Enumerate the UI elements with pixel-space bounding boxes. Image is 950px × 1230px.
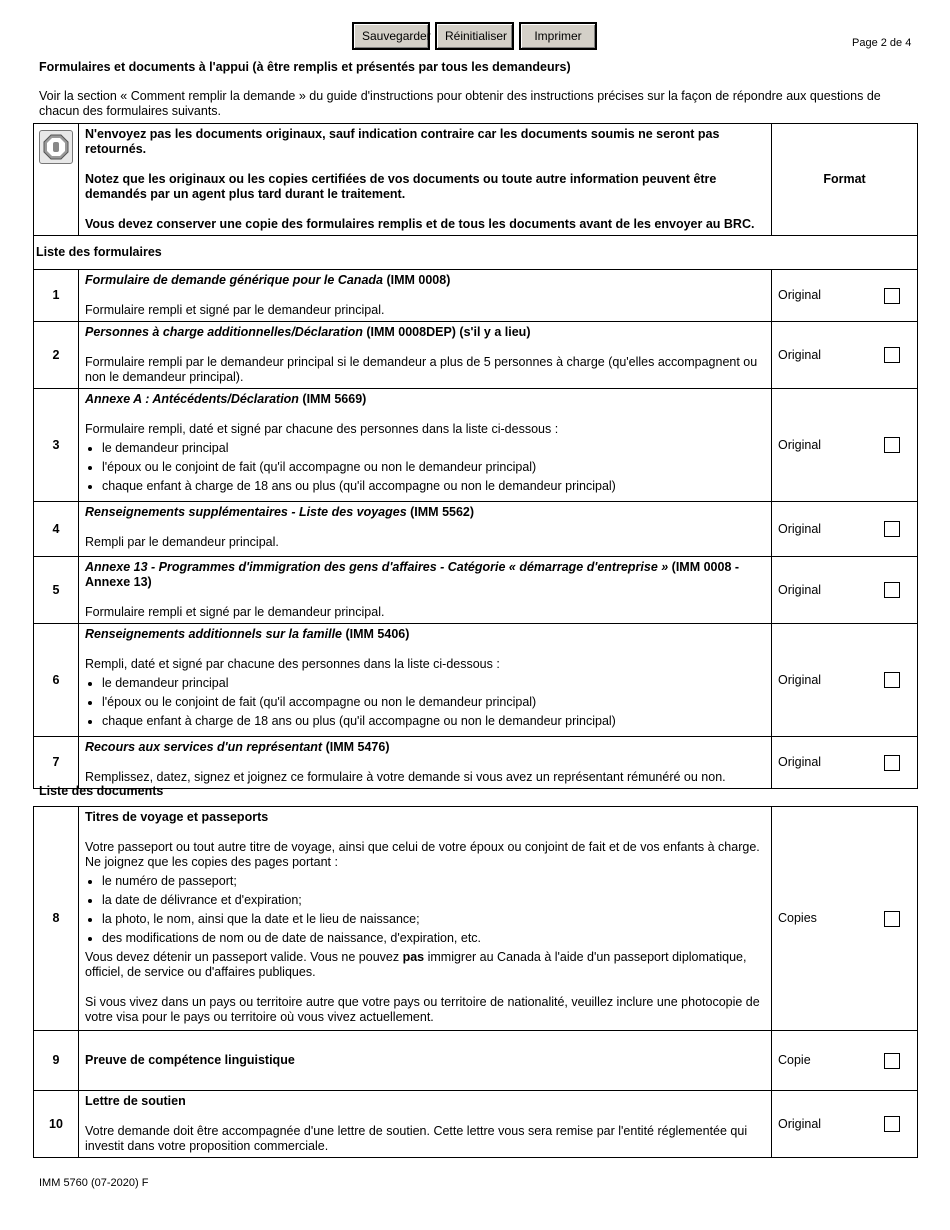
list-item: • la date de délivrance et d'expiration; <box>102 893 765 908</box>
row-number: 6 <box>34 624 79 737</box>
list-item: • l'époux ou le conjoint de fait (qu'il accompagne ou non le demandeur principal) <box>102 695 765 710</box>
notice-originals: N'envoyez pas les documents originaux, sauf indication contraire car les documents soumis ne seront pas retournés. <box>85 127 720 156</box>
form-description: Formulaire rempli, daté et signé par chacune des personnes dans la liste ci-dessous : <box>85 422 559 436</box>
doc-description: Votre passeport ou tout autre titre de voyage, ainsi que celui de votre époux ou conjoint de fait et de vos enfants à charge. Ne joignez que les copies des pages portant : <box>85 840 760 869</box>
checkbox-form-4[interactable] <box>884 521 900 537</box>
toolbar <box>352 22 597 50</box>
warning-icon <box>39 130 73 164</box>
list-item: • le numéro de passeport; <box>102 874 765 889</box>
table-row <box>34 557 918 624</box>
documents-table <box>33 806 918 1158</box>
form-code: (IMM 5476) <box>322 740 390 754</box>
row-number: 4 <box>34 502 79 557</box>
checkbox-form-1[interactable] <box>884 288 900 304</box>
list-item: • la photo, le nom, ainsi que la date et le lieu de naissance; <box>102 912 765 927</box>
doc-title: Lettre de soutien <box>85 1094 186 1108</box>
form-code: (IMM 5669) <box>298 392 367 406</box>
notice-keep-copy: Vous devez conserver une copie des formulaires remplis et de tous les documents avant de les envoyer au BRC. <box>85 217 755 231</box>
table-row <box>34 270 918 322</box>
form-code: (IMM 0008DEP) (s'il y a lieu) <box>362 325 531 339</box>
page-number: Page 2 de 4 <box>852 37 912 49</box>
table-row <box>34 737 918 789</box>
doc-description: Votre demande doit être accompagnée d'une lettre de soutien. Cette lettre vous sera remise par l'entité réglementée qui investit dans votre proposition commerciale. <box>85 1124 748 1153</box>
form-code-footer: IMM 5760 (07-2020) F <box>39 1177 149 1189</box>
table-row <box>34 1031 918 1091</box>
doc-title: Titres de voyage et passeports <box>85 810 269 824</box>
format-value: Original <box>772 322 868 389</box>
form-code: (IMM 0008) <box>383 273 451 287</box>
table-row <box>34 1091 918 1158</box>
list-item: • le demandeur principal <box>102 676 765 691</box>
form-description: Formulaire rempli par le demandeur principal si le demandeur a plus de 5 personnes à charge (qu'elles accompagnent ou non le demandeur principal). <box>85 355 758 384</box>
row-number: 2 <box>34 322 79 389</box>
notice-row <box>34 124 918 236</box>
checkbox-doc-8[interactable] <box>884 911 900 927</box>
passport-validity-text: Vous devez détenir un passeport valide. Vous ne pouvez pas immigrer au Canada à l'aide d'un passeport diplomatique, officiel, de service ou d'affaires publiques. <box>85 950 747 979</box>
form-code: (IMM 5406) <box>342 627 410 641</box>
checkbox-doc-9[interactable] <box>884 1053 900 1069</box>
form-title: Personnes à charge additionnelles/Déclaration <box>85 325 363 339</box>
form-title: Recours aux services d'un représentant <box>85 740 323 754</box>
reset-button[interactable]: Réinitialiser <box>435 22 514 50</box>
list-item: • chaque enfant à charge de 18 ans ou plus (qu'il accompagne ou non le demandeur principal) <box>102 714 765 729</box>
form-title: Annexe 13 - Programmes d'immigration des gens d'affaires - Catégorie « démarrage d'entreprise » <box>85 560 669 574</box>
format-value: Original <box>772 624 868 737</box>
row-number: 8 <box>34 807 79 1031</box>
list-item: • le demandeur principal <box>102 441 765 456</box>
table-row <box>34 389 918 502</box>
list-item: • chaque enfant à charge de 18 ans ou plus (qu'il accompagne ou non le demandeur principal) <box>102 479 765 494</box>
table-row <box>34 322 918 389</box>
row-number: 1 <box>34 270 79 322</box>
row-number: 9 <box>34 1031 79 1091</box>
form-title: Annexe A : Antécédents/Déclaration <box>85 392 299 406</box>
visa-copy-text: Si vous vivez dans un pays ou territoire autre que votre pays ou territoire de nationalité, veuillez inclure une photocopie de votre visa pour le pays ou territoire où vous vivez actuellement. <box>85 995 760 1024</box>
row-number: 10 <box>34 1091 79 1158</box>
format-header: Format <box>772 124 918 236</box>
doc-title: Preuve de compétence linguistique <box>79 1031 772 1091</box>
format-value: Original <box>772 557 868 624</box>
row-number: 7 <box>34 737 79 789</box>
print-button[interactable]: Imprimer <box>519 22 597 50</box>
form-description: Rempli par le demandeur principal. <box>85 535 279 549</box>
checkbox-form-7[interactable] <box>884 755 900 771</box>
format-value: Copie <box>772 1031 868 1091</box>
checkbox-form-3[interactable] <box>884 437 900 453</box>
notice-certified: Notez que les originaux ou les copies certifiées de vos documents ou toute autre information peuvent être demandés par un agent plus tard durant le traitement. <box>85 172 717 201</box>
format-value: Original <box>772 389 868 502</box>
row-number: 5 <box>34 557 79 624</box>
form-description: Formulaire rempli et signé par le demandeur principal. <box>85 605 385 619</box>
format-value: Original <box>772 502 868 557</box>
list-item: • l'époux ou le conjoint de fait (qu'il accompagne ou non le demandeur principal) <box>102 460 765 475</box>
form-title: Renseignements additionnels sur la famille <box>85 627 343 641</box>
checkbox-form-5[interactable] <box>884 582 900 598</box>
form-title: Renseignements supplémentaires - Liste des voyages <box>85 505 407 519</box>
form-description: Remplissez, datez, signez et joignez ce formulaire à votre demande si vous avez un représentant rémunéré ou non. <box>85 770 726 784</box>
form-code: (IMM 0008 - Annexe 13) <box>85 560 740 589</box>
checkbox-form-2[interactable] <box>884 347 900 363</box>
table-row <box>34 624 918 737</box>
save-button[interactable]: Sauvegarder <box>352 22 430 50</box>
forms-table <box>33 123 918 789</box>
form-title: Formulaire de demande générique pour le Canada <box>85 273 383 287</box>
form-code: (IMM 5562) <box>406 505 475 519</box>
form-description: Formulaire rempli et signé par le demandeur principal. <box>85 303 385 317</box>
format-value: Original <box>772 270 868 322</box>
docs-section-label: Liste des documents <box>39 784 164 798</box>
checkbox-doc-10[interactable] <box>884 1116 900 1132</box>
page-title: Formulaires et documents à l'appui (à être remplis et présentés par tous les demandeurs) <box>39 60 571 74</box>
list-item: • des modifications de nom ou de date de naissance, d'expiration, etc. <box>102 931 765 946</box>
table-row <box>34 807 918 1031</box>
intro-text: Voir la section « Comment remplir la demande » du guide d'instructions pour obtenir des instructions précises sur la façon de répondre aux questions de chacun des formulaires suivants. <box>39 89 881 118</box>
row-number: 3 <box>34 389 79 502</box>
table-row <box>34 502 918 557</box>
format-value: Original <box>772 1091 868 1158</box>
format-value: Copies <box>772 807 868 1031</box>
forms-section-label: Liste des formulaires <box>34 236 918 270</box>
form-description: Rempli, daté et signé par chacune des personnes dans la liste ci-dessous : <box>85 657 500 671</box>
format-value: Original <box>772 737 868 789</box>
checkbox-form-6[interactable] <box>884 672 900 688</box>
